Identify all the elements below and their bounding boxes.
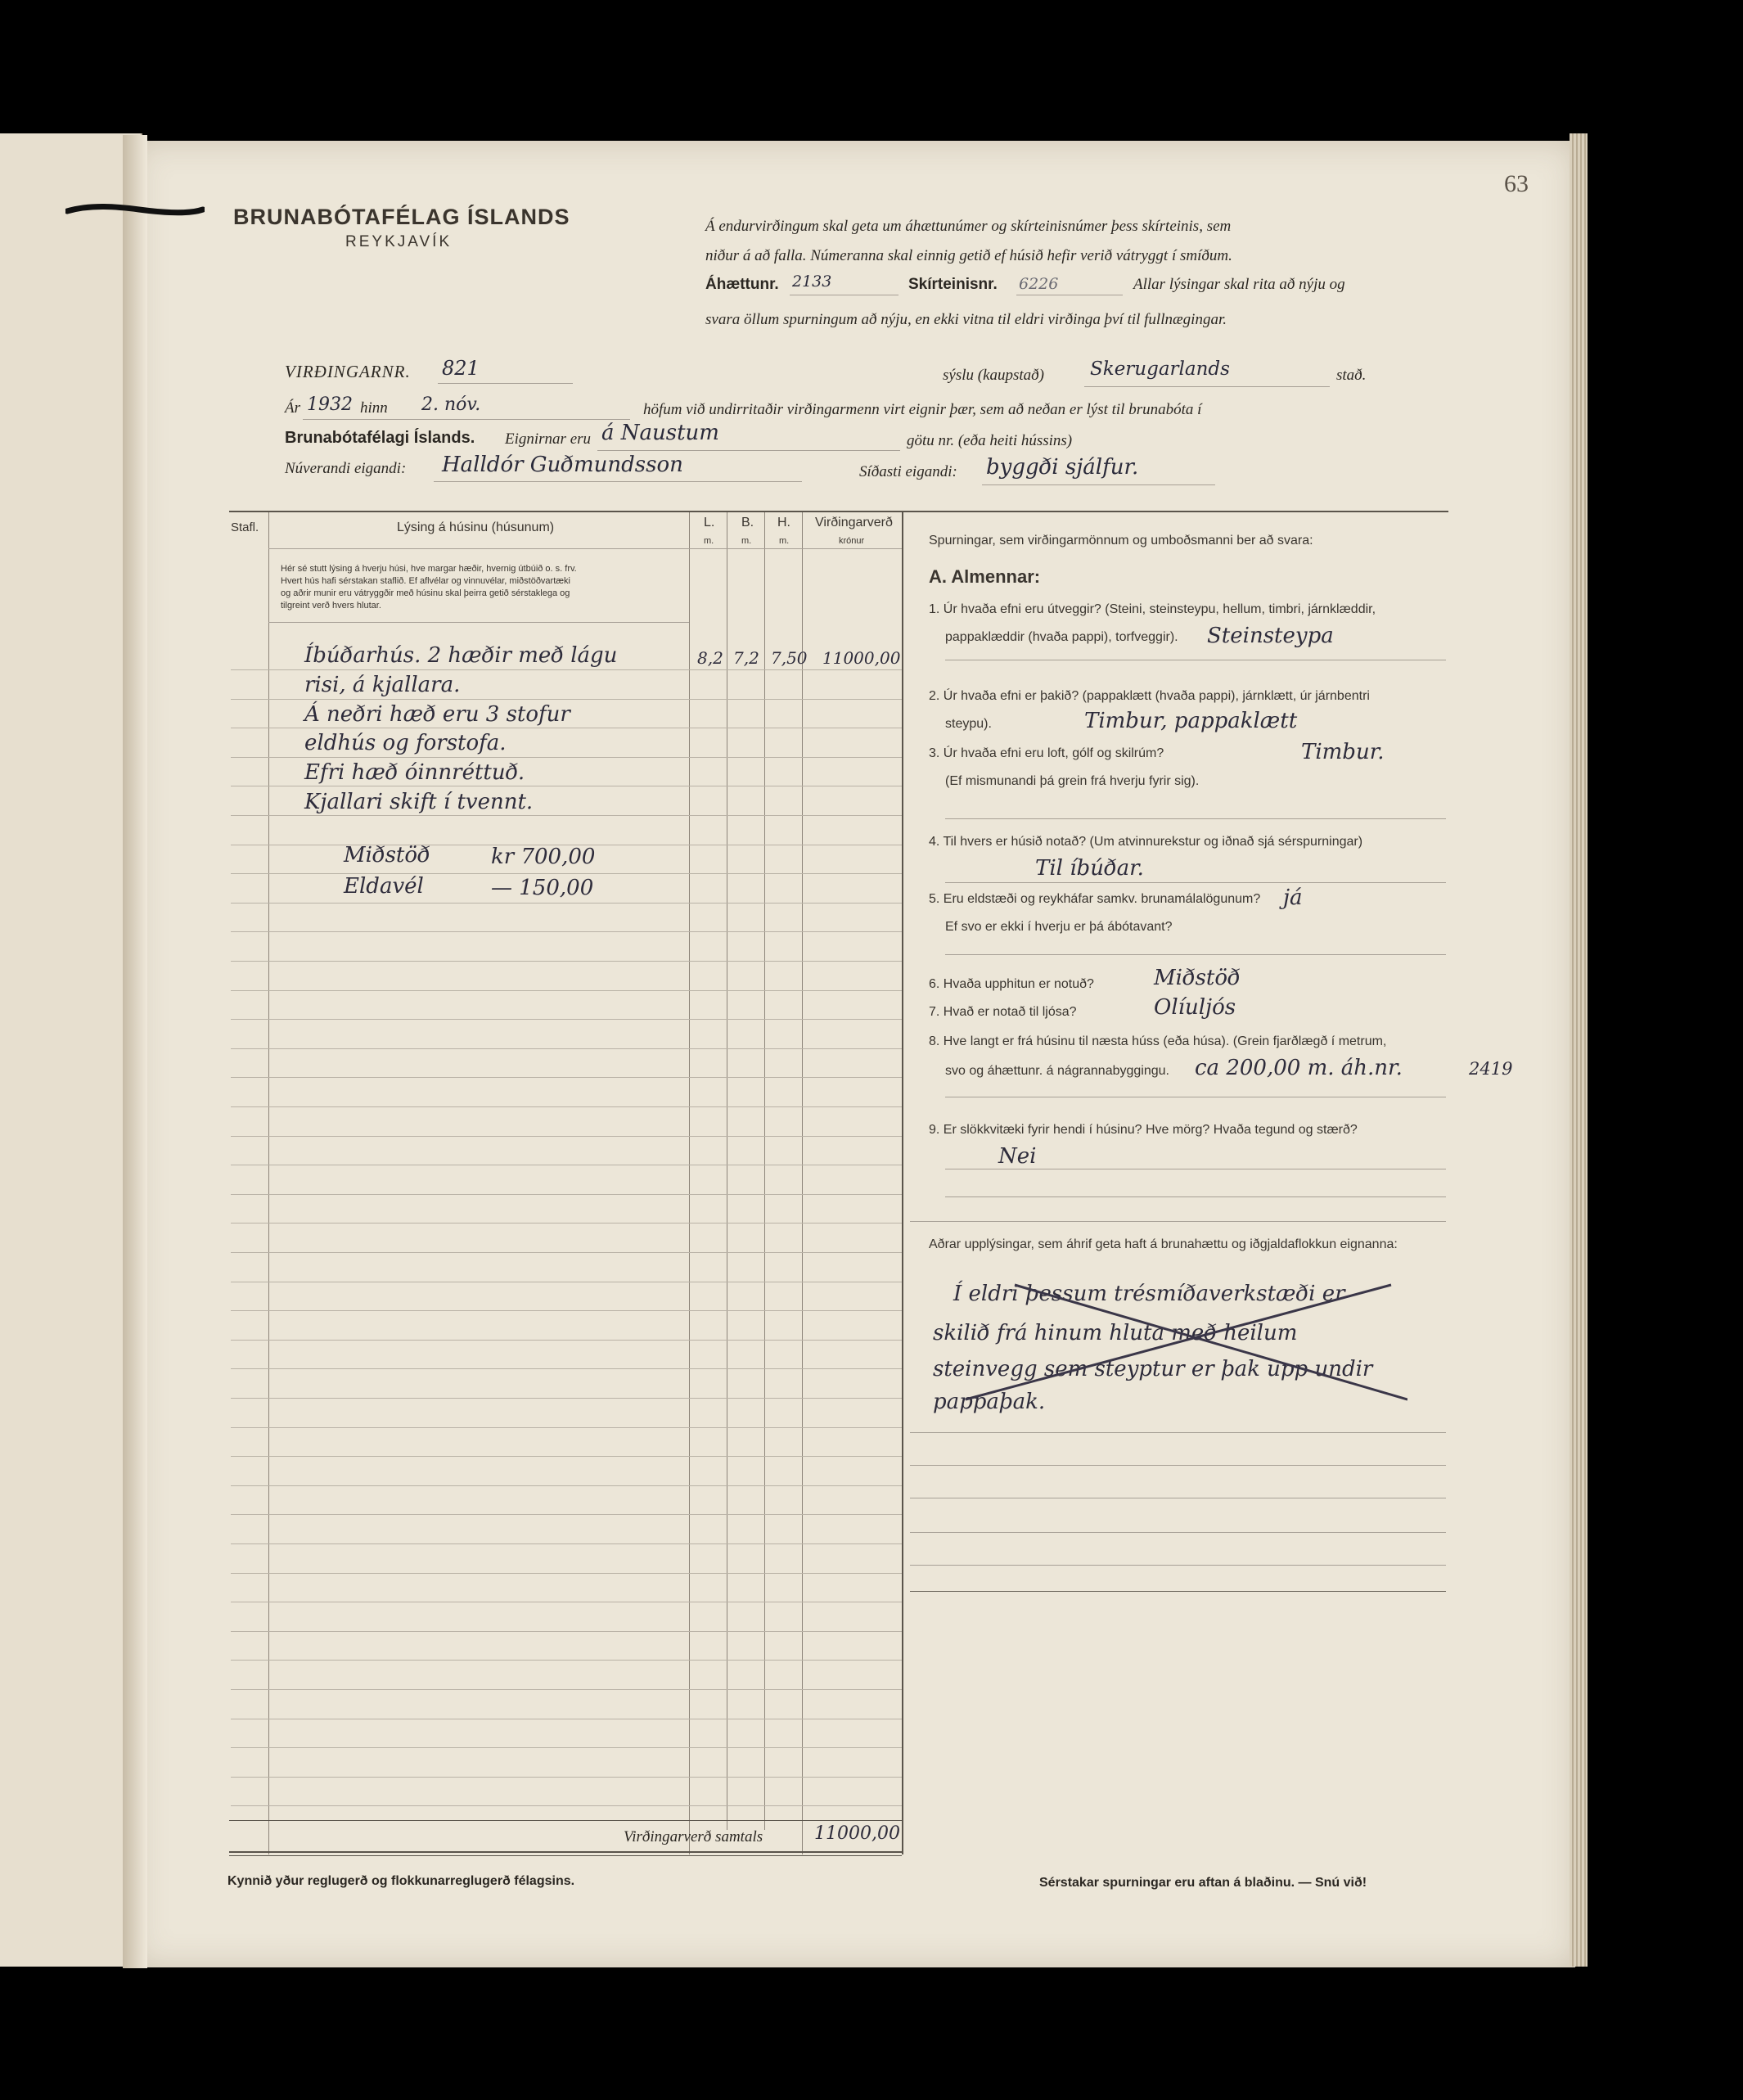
- intro-line-4: svara öllum spurningum að nýju, en ekki vitna til eldri virðinga því til fullnægingar.: [705, 311, 1227, 328]
- previous-owner-label: Síðasti eigandi:: [859, 463, 957, 480]
- other-info-label: Aðrar upplýsingar, sem áhrif geta haft á brunahættu og iðgjaldaflokkun eignanna:: [929, 1237, 1398, 1251]
- other-info-line-2: skilið frá hinum hluta með heilum: [933, 1321, 1298, 1345]
- q2-line-2: steypu).: [945, 717, 992, 731]
- properties-value: á Naustum: [601, 421, 719, 445]
- day-value: 2. nóv.: [421, 394, 481, 415]
- q8-line-2: svo og áhættunr. á nágrannabyggingu.: [945, 1064, 1169, 1078]
- table-rule: [231, 757, 902, 758]
- col-width: B.: [741, 516, 754, 530]
- table-rule: [231, 1485, 902, 1486]
- table-rule: [231, 961, 902, 962]
- table-rule: [231, 903, 902, 904]
- table-rule: [231, 1631, 902, 1632]
- certificate-number-label: Skírteinisnr.: [908, 276, 998, 293]
- table-rule: [231, 1136, 902, 1137]
- col-height-unit: m.: [779, 536, 790, 546]
- q9: 9. Er slökkvitæki fyrir hendi í húsinu? Hve mörg? Hvaða tegund og stærð?: [929, 1123, 1358, 1137]
- current-owner-label: Núverandi eigandi:: [285, 460, 407, 477]
- other-info-line-1: Í eldri þessum trésmíðaverkstæði er: [953, 1282, 1345, 1306]
- answer-lighting: Olíuljós: [1154, 995, 1236, 1020]
- col-width-unit: m.: [741, 536, 752, 546]
- table-rule: [231, 1310, 902, 1311]
- instruction-line-2: Hvert hús hafi sérstakan staflið. Ef aflvélar og vinnuvélar, miðstöðvartæki: [281, 576, 570, 586]
- table-rule: [231, 1368, 902, 1369]
- table-rule: [231, 1106, 902, 1107]
- entry-line-4: eldhús og forstofa.: [304, 731, 507, 755]
- questions-intro: Spurningar, sem virðingarmönnum og umboðsmanni ber að svara:: [929, 534, 1313, 548]
- table-rule: [231, 1019, 902, 1020]
- extra-label-1: Miðstöð: [344, 843, 430, 867]
- valuation-number-label: VIRÐINGARNR.: [285, 362, 411, 381]
- table-rule: [231, 1777, 902, 1778]
- answer-neighbor-risk-number: 2419: [1469, 1059, 1513, 1079]
- county-suffix: stað.: [1336, 367, 1367, 384]
- table-rule: [231, 815, 902, 816]
- risk-number-label: Áhættunr.: [705, 276, 779, 293]
- q8-line-1: 8. Hve langt er frá húsinu til næsta húss (eða húsa). (Grein fjarðlægð í metrum,: [929, 1034, 1387, 1048]
- instruction-line-3: og aðrir munir eru vátryggðir með húsinu skal þeirra getið sérstaklega og: [281, 588, 570, 598]
- instruction-line-4: tilgreint verð hvers hlutar.: [281, 601, 381, 611]
- table-rule: [231, 1252, 902, 1253]
- answer-fireplaces: já: [1283, 886, 1303, 910]
- answer-usage: Til íbúðar.: [1035, 856, 1144, 881]
- street-label: götu nr. (eða heiti hússins): [907, 432, 1073, 449]
- q4: 4. Til hvers er húsið notað? (Um atvinnurekstur og iðnað sjá sérspurningar): [929, 835, 1363, 849]
- assessment-text: höfum við undirritaðir virðingarmenn virt eignir þær, sem að neðan er lýst til brunabóta í: [643, 401, 1202, 418]
- table-rule: [231, 1048, 902, 1049]
- table-rule: [231, 1194, 902, 1195]
- day-label: hinn: [360, 399, 388, 417]
- entry-value: 11000,00: [822, 648, 901, 668]
- page-number: 63: [1504, 170, 1529, 197]
- intro-line-1: Á endurvirðingum skal geta um áhættunúmer og skírteinisnúmer þess skírteinis, sem: [705, 218, 1232, 235]
- county-label: sýslu (kaupstað): [943, 367, 1045, 384]
- answer-distance: ca 200,00 m. áh.nr.: [1195, 1056, 1403, 1080]
- entry-line-1: Íbúðarhús. 2 hæðir með lágu: [304, 643, 618, 668]
- answer-roof: Timbur, pappaklætt: [1084, 709, 1298, 733]
- q1-line-2: pappaklæddir (hvaða pappi), torfveggir).: [945, 630, 1178, 644]
- q5-line-1: 5. Eru eldstæði og reykháfar samkv. brunamálalögunum?: [929, 892, 1261, 906]
- instruction-line-1: Hér sé stutt lýsing á hverju húsi, hve margar hæðir, hvernig útbúið o. s. frv.: [281, 564, 577, 574]
- footer-right: Sérstakar spurningar eru aftan á blaðinu. — Snú við!: [1039, 1876, 1367, 1890]
- entry-line-6: Kjallari skift í tvennt.: [304, 790, 534, 814]
- table-rule: [231, 1689, 902, 1690]
- table-rule: [231, 1398, 902, 1399]
- page-edge: [1570, 133, 1588, 1967]
- extra-label-2: Eldavél: [344, 874, 424, 899]
- section-general: A. Almennar:: [929, 566, 1041, 587]
- strikeout-cross-icon: [949, 1277, 1407, 1408]
- table-rule: [231, 1514, 902, 1515]
- other-info-line-4: pappaþak.: [933, 1390, 1046, 1414]
- table-rule: [231, 1340, 902, 1341]
- risk-number-value: 2133: [792, 273, 832, 291]
- year-value: 1932: [307, 394, 353, 415]
- col-length: L.: [704, 516, 715, 530]
- current-owner-value: Halldór Guðmundsson: [442, 453, 683, 477]
- table-rule: [231, 1805, 902, 1806]
- org-name: BRUNABÓTAFÉLAG ÍSLANDS: [233, 205, 570, 229]
- answer-floors: Timbur.: [1301, 740, 1385, 764]
- total-label: Virðingarverð samtals: [624, 1828, 763, 1845]
- col-length-unit: m.: [704, 536, 714, 546]
- q2-line-1: 2. Úr hvaða efni er þakið? (pappaklætt (hvaða pappi), járnklætt, úr járnbentri: [929, 689, 1370, 703]
- col-value-unit: krónur: [839, 536, 865, 546]
- county-value: Skerugarlands: [1090, 358, 1230, 380]
- col-stafl: Stafl.: [231, 520, 259, 534]
- binding-gutter: [123, 135, 147, 1968]
- answer-heating: Miðstöð: [1154, 966, 1241, 990]
- table-rule: [231, 1573, 902, 1574]
- table-rule: [231, 1660, 902, 1661]
- facing-page: [0, 133, 142, 1967]
- table-rule: [231, 1747, 902, 1748]
- other-info-line-3: steinvegg sem steyptur er þak upp undir: [933, 1357, 1373, 1381]
- q3-line-2: (Ef mismunandi þá grein frá hverju fyrir sig).: [945, 774, 1200, 788]
- dim-width: 7,2: [733, 648, 759, 668]
- table-rule: [231, 990, 902, 991]
- table-rule: [231, 699, 902, 700]
- table-rule: [231, 1077, 902, 1078]
- table-rule: [231, 1543, 902, 1544]
- table-rule: [231, 669, 902, 670]
- q1-line-1: 1. Úr hvaða efni eru útveggir? (Steini, steinsteypu, hellum, timbri, járnklæddir,: [929, 602, 1376, 616]
- intro-line-3-tail: Allar lýsingar skal rita að nýju og: [1133, 276, 1345, 293]
- q7: 7. Hvað er notað til ljósa?: [929, 1005, 1077, 1019]
- col-value: Virðingarverð: [815, 516, 893, 530]
- certificate-number-value: 6226: [1019, 275, 1059, 293]
- extra-value-2: — 150,00: [491, 876, 594, 900]
- previous-owner-value: byggði sjálfur.: [986, 455, 1139, 480]
- table-rule: [231, 1456, 902, 1457]
- year-label: Ár: [285, 399, 300, 417]
- col-height: H.: [777, 516, 790, 530]
- entry-line-3: Á neðri hæð eru 3 stofur: [304, 702, 570, 727]
- q6: 6. Hvaða upphitun er notuð?: [929, 977, 1094, 991]
- footer-left: Kynnið yður reglugerð og flokkunarreglugerð félagsins.: [227, 1874, 575, 1888]
- total-value: 11000,00: [814, 1823, 900, 1844]
- company-name: Brunabótafélagi Íslands.: [285, 429, 475, 447]
- dim-height: 7,50: [771, 648, 808, 668]
- col-description: Lýsing á húsinu (húsunum): [397, 520, 555, 534]
- dim-length: 8,2: [697, 648, 723, 668]
- intro-line-2: niður á að falla. Númeranna skal einnig getið ef húsið hefir verið vátryggt í smíðum.: [705, 247, 1232, 264]
- table-rule: [231, 931, 902, 932]
- properties-label: Eignirnar eru: [505, 430, 592, 448]
- table-rule: [231, 1427, 902, 1428]
- entry-line-2: risi, á kjallara.: [304, 673, 461, 697]
- q3-line-1: 3. Úr hvaða efni eru loft, gólf og skilrúm?: [929, 746, 1164, 760]
- valuation-number-value: 821: [442, 357, 480, 380]
- entry-line-5: Efri hæð óinnréttuð.: [304, 760, 525, 785]
- answer-extinguisher: Nei: [998, 1144, 1037, 1169]
- q5-line-2: Ef svo er ekki í hverju er þá ábótavant?: [945, 920, 1173, 934]
- extra-value-1: kr 700,00: [491, 845, 596, 869]
- org-city: REYKJAVÍK: [345, 233, 453, 250]
- binding-thread-icon: [65, 203, 205, 219]
- table-rule: [231, 873, 902, 874]
- answer-walls: Steinsteypa: [1207, 624, 1334, 648]
